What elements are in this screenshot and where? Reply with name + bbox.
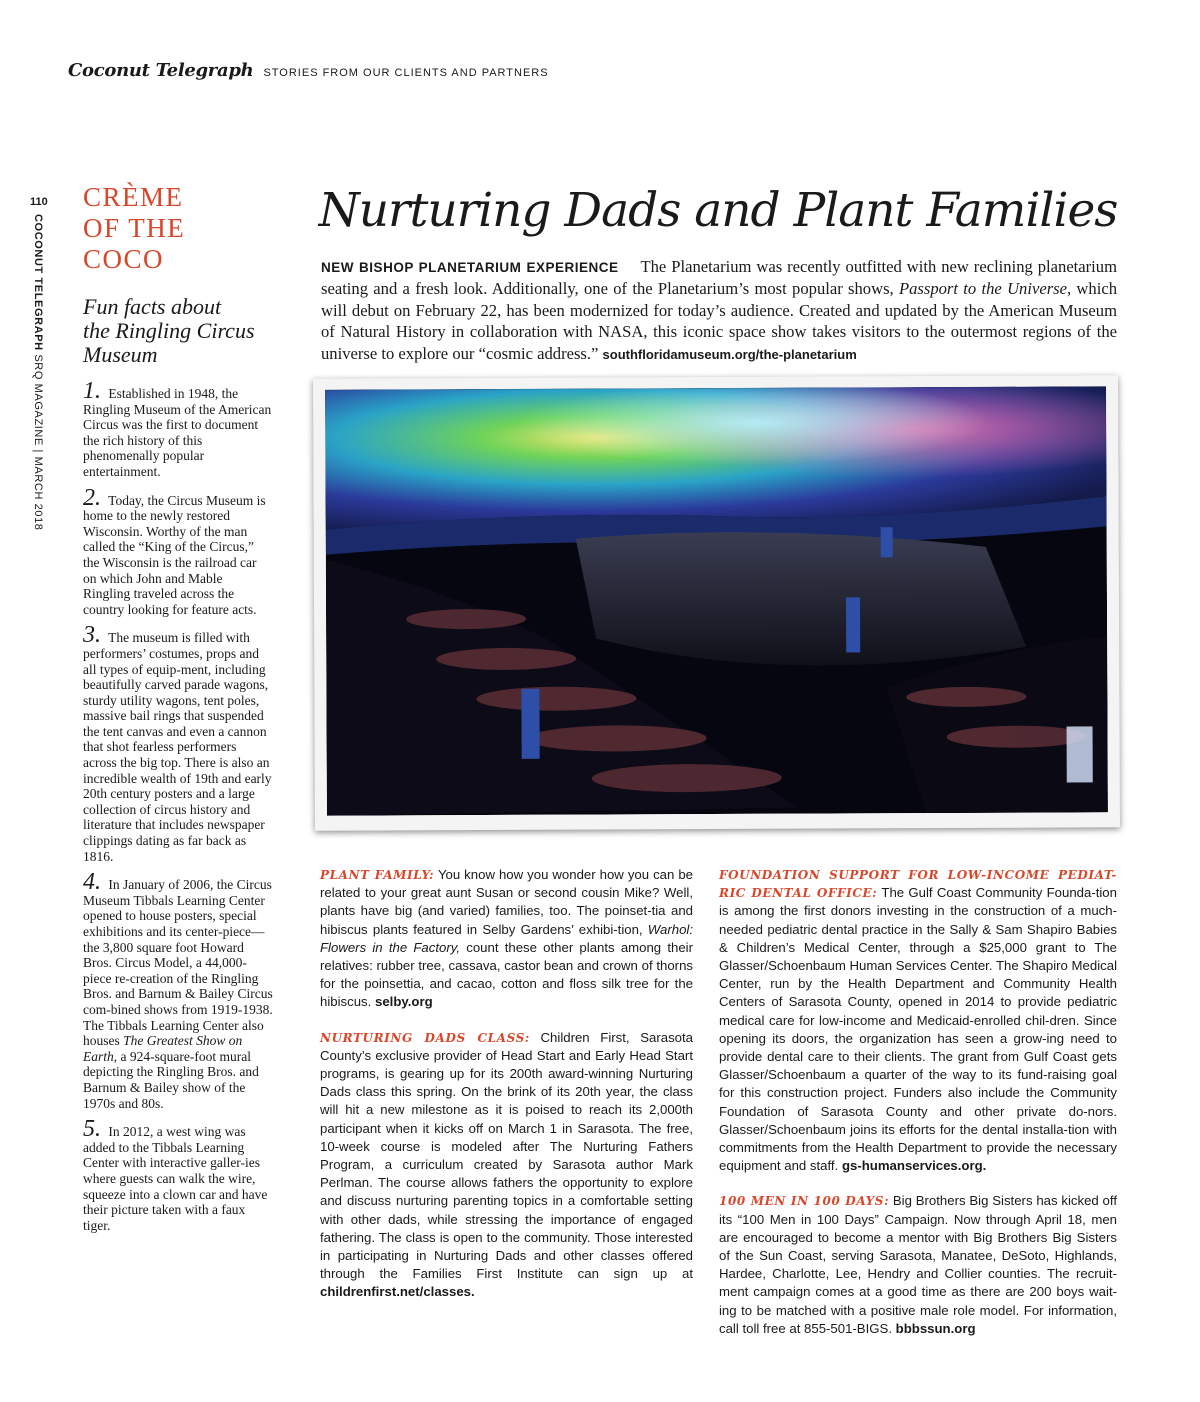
lede-paragraph — [321, 256, 1117, 365]
show-title: Passport to the Universe — [898, 279, 1067, 299]
fact-item — [83, 378, 273, 480]
fact-number: 4. — [83, 869, 101, 896]
fact-text: Today, the Circus Museum is home to the newly restored Wisconsin. Worthy of the man called the “King of the Circus,” the Wisconsin is the railroad car on which John and Mable Ringling traveled across the country looking for feature acts. — [83, 492, 266, 617]
exhibition-title: Warhol: Flowers in the Factory, — [320, 921, 693, 955]
masthead-brand: Coconut Telegraph — [68, 60, 254, 81]
sidebar-title-line: OF THE — [83, 213, 186, 243]
masthead — [68, 60, 549, 81]
left-article-column — [320, 866, 693, 1319]
childrenfirst-link[interactable]: childrenfirst.net/classes. — [320, 1284, 475, 1300]
sidebar-title-line: COCO — [83, 244, 165, 274]
sidebar-title — [83, 182, 273, 275]
lede-text: The Planetarium was recently outfitted with new reclining planetarium seating and a fresh look. Additionally, one of the Planetarium’s most popular shows, — [321, 257, 1118, 299]
sidebar-fun-facts — [83, 182, 273, 1243]
fact-item — [83, 1116, 273, 1233]
publication-name: COCONUT TELEGRAPH — [32, 214, 44, 351]
article-text: The Gulf Coast Community Founda-tion is among the first donors investing in the construction of a much-needed pediatric dental practice in the Sally & Sam Shapiro Babies & Children’s Medical Center, through a $25,000 grant to The Glasser/Schoenbaum Human Services Center. The Shapiro Medical Center, run by the Health Department and Community Health Centers of Sarasota County, opened in 2014 to provide pediatric medical care for low-income and Medicaid-enrolled chil-dren. Since opening its doors, the organization has seen a grow-ing need to provide dental care to their clients. The grant from Gulf Coast gets Glasser/Schoenbaum a quarter of the way to its fund-raising goal for this construction project. Funders also include the Community Foundation of Sarasota County and other private do-nors. Glasser/Schoenbaum joins its efforts for the dental installa-tion with commitments from the Health Department to provide the necessary equipment and staff. — [719, 885, 1117, 1174]
dental-office-paragraph — [719, 866, 1117, 1175]
fact-text: Established in 1948, the Ringling Museum of the American Circus was the first to document the rich history of this phenomenally popular entertainment. — [83, 386, 272, 479]
photo-frame — [313, 375, 1120, 831]
plant-family-paragraph — [320, 866, 693, 1012]
fact-text: In 2012, a west wing was added to the Tibbals Learning Center with interactive galler-ies where guests can walk the wire, squeeze into a clown car and have their picture taken with a faux tiger. — [83, 1124, 268, 1233]
article-text: count these other plants among their relatives: rubber tree, cassava, castor bean and crown of thorns for the poinsettia, and cacao, cotton and floss silk tree for the hibiscus. — [320, 939, 693, 1010]
article-text: Big Brothers Big Sisters has kicked off its “100 Men in 100 Days” Campaign. Now through April 18, men are encouraged to become a mentor with Big Brothers Big Sisters of the Sun Coast, serving Sarasota, Manatee, DeSoto, Highlands, Hardee, Charlotte, Lee, Hendry and Collier counties. The recruit-ment campaign comes at a good time as there are 200 boys wait-ing to be matched with a positive male role model. For information, call toll free at 855-501-BIGS. — [719, 1193, 1117, 1336]
sidebar-subhead — [83, 295, 273, 367]
publication-issue: SRQ MAGAZINE | MARCH 2018 — [32, 350, 44, 531]
subhead-line: the Ringling Circus — [83, 318, 255, 343]
hundred-men-lead: 100 MEN IN 100 DAYS: — [719, 1194, 890, 1209]
gs-humanservices-link[interactable]: gs-humanservices.org. — [841, 1158, 987, 1174]
planetarium-photo — [325, 386, 1108, 815]
article-headline: Nurturing Dads and Plant Families — [318, 183, 1118, 238]
fact-mural-title: The Greatest Show on Earth — [83, 1033, 243, 1064]
fact-text: The museum is filled with performers’ costumes, props and all types of equip-ment, including beautifully carved parade wagons, sturdy utility wagons, tent poles, massive bail rings that suspended the tent canvas and even a cannon that shot fearless performers across the big top. There is also an incredible wealth of 19th and early 20th century posters and a large collection of circus history and literature that includes newspaper clippings dating as far back as 1816. — [83, 630, 272, 864]
fact-number: 3. — [83, 622, 101, 649]
right-article-column — [719, 866, 1117, 1355]
planetarium-link[interactable]: southfloridamuseum.org/the-planetarium — [602, 346, 857, 362]
dental-office-lead: FOUNDATION SUPPORT FOR LOW-INCOME PEDIAT-RIC DENTAL OFFICE: — [719, 868, 1117, 901]
fact-item — [83, 484, 273, 618]
lede-text: , which will debut on February 22, has been modernized for today’s audience. Created and updated by the American Museum of Natural History in collaboration with NASA, this iconic space show takes visitors to the outermost regions of the universe to explore our “cosmic address.” — [321, 279, 1117, 363]
page-folio — [30, 196, 50, 531]
fact-text: , a 924-square-foot mural depicting the Ringling Bros. and Barnum & Bailey show of the 1970s and 80s. — [83, 1048, 259, 1111]
subhead-line: Museum — [83, 342, 158, 367]
fact-number: 1. — [83, 378, 101, 404]
article-text: You know how you wonder how you can be related to your great aunt Susan or second cousin Mike? Well, plants have big (and varied) families, too. The poinset-tia and hibiscus plants featured in Selby Gardens’ exhibi-tion, — [320, 867, 693, 937]
masthead-tagline: STORIES FROM OUR CLIENTS AND PARTNERS — [263, 67, 549, 79]
publication-line — [32, 214, 44, 531]
sidebar-title-line: CRÈME — [83, 182, 184, 212]
lede-heading: NEW BISHOP PLANETARIUM EXPERIENCE — [321, 260, 619, 275]
plant-family-lead: PLANT FAMILY: — [320, 868, 435, 882]
planetarium-illustration — [325, 386, 1108, 815]
fact-item — [83, 869, 273, 1111]
page-number: 110 — [30, 196, 48, 208]
fact-text: In January of 2006, the Circus Museum Tibbals Learning Center opened to house posters, special exhibitions and its center-piece—the 3,800 square foot Howard Bros. Circus Model, a 44,000-piece re-creation of the Ringling Bros. and Barnum & Bailey Circus com-bined shows from 1919-1938. The Tibbals Learning Center also houses — [83, 877, 273, 1049]
bbbssun-link[interactable]: bbbssun.org — [895, 1320, 976, 1336]
fact-item — [83, 622, 273, 864]
subhead-line: Fun facts about — [83, 294, 222, 319]
nurturing-dads-paragraph — [320, 1029, 693, 1302]
hundred-men-paragraph — [719, 1192, 1117, 1338]
selby-link[interactable]: selby.org — [374, 994, 433, 1010]
nurturing-dads-lead: NURTURING DADS CLASS: — [320, 1030, 530, 1045]
article-text: Children First, Sarasota County’s exclusive provider of Head Start and Early Head Start programs, is gearing up for its 200th award-winning Nurturing Dads class this spring. On the brink of its 20th year, the class will hit a new milestone as it is poised to reach its 2,000th participant when it kicks off on March 1 in Sarasota. The free, 10-week course is modeled after The Nurturing Fathers Program, a curriculum created by Sarasota author Mark Perlman. The course allows fathers the opportunity to explore and discuss nurturing parenting topics in a comfortable setting with other dads, while stressing the importance of engaged fathering. The class is open to the community. Those interested in participating in Nurturing Dads and other classes offered through the Families First Institute can sign up at — [320, 1029, 693, 1282]
fact-number: 2. — [83, 484, 101, 511]
fact-number: 5. — [83, 1116, 101, 1143]
